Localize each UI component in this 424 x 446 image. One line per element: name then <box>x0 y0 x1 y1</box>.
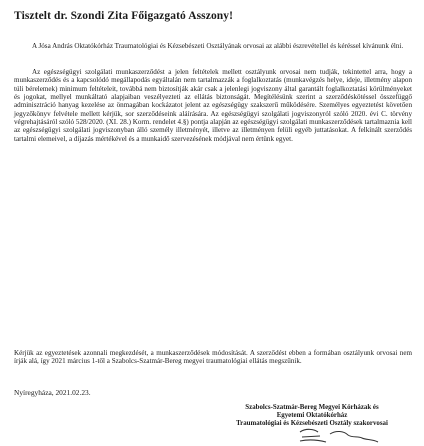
signature-org-line: Szabolcs-Szatmár-Bereg Megyei Kórházak és Egyetemi Oktatókórház <box>245 404 379 419</box>
signature-dept-line: Traumatológiai és Kézsebészeti Osztály szakorvosai <box>236 420 388 427</box>
paragraph-main: Az egészségügyi szolgálati munkaszerződést a jelen feltételek mellett osztályunk orvosai nem tudják, tekintettel arra, hogy a munkaszerződés és a kapcsolódó megállapodás egyáltalán nem tartalmazzák a foglalkoztatás (munkavégzés helye, ideje, illetmény alapon túli bérelemek) minimum feltételeit, továbbá nem biztosítják akár csak a jelenlegi jogviszony által garantált foglalkoztatási körülményeket és jogokat, mellyel munkáltató alapjaiban veszélyezteti az ellátás biztonságát. Megítélésünk szerint a szerződéskötéssel összefüggő adminisztráció hanyag kezelése az önmagában kockázatot jelent az egészségügy szakszerű működésére. Személyes egyeztetést követően jegyzőkönyv felvétele mellett kérjük, sor szerződéseink aláírására. Az egészségügyi szolgálati jogviszonyról szóló 2020. évi C. törvény végrehajtásáról szóló 528/2020. (XI. 28.) Korm. rendelet 4.§) pontja alapján az egészségügyi szolgálati munkaszerződések tartalmaznia kell az egészségügyi szolgálati jogviszonyban álló személy illetményét, illetve az illetményen felüli egyéb juttatásokat. A felkínált szerződés tartalmi elemeivel, a díjazás mértékével és a munkaidő szervezésének módjával nem értünk egyet. <box>14 68 412 143</box>
signature-block <box>232 404 392 428</box>
letter-date: Nyíregyháza, 2021.02.23. <box>14 388 91 397</box>
handwritten-signature <box>296 426 386 446</box>
salutation: Tisztelt dr. Szondi Zita Főigazgató Asszony! <box>14 10 234 22</box>
paragraph-intro: A Jósa András Oktatókórház Traumatológiai és Kézsebészeti Osztályának orvosai az alábbi észrevétellel és kéréssel kívánunk élni. <box>32 42 404 50</box>
paragraph-request: Kérjük az egyeztetések azonnali megkezdését, a munkaszerződések módosítását. A szerződést ebben a formában osztályunk orvosai nem írják alá, így 2021 március 1-től a Szabolcs-Szatmár-Bereg megyei traumatológiai ellátás megszűnik. <box>14 349 412 366</box>
